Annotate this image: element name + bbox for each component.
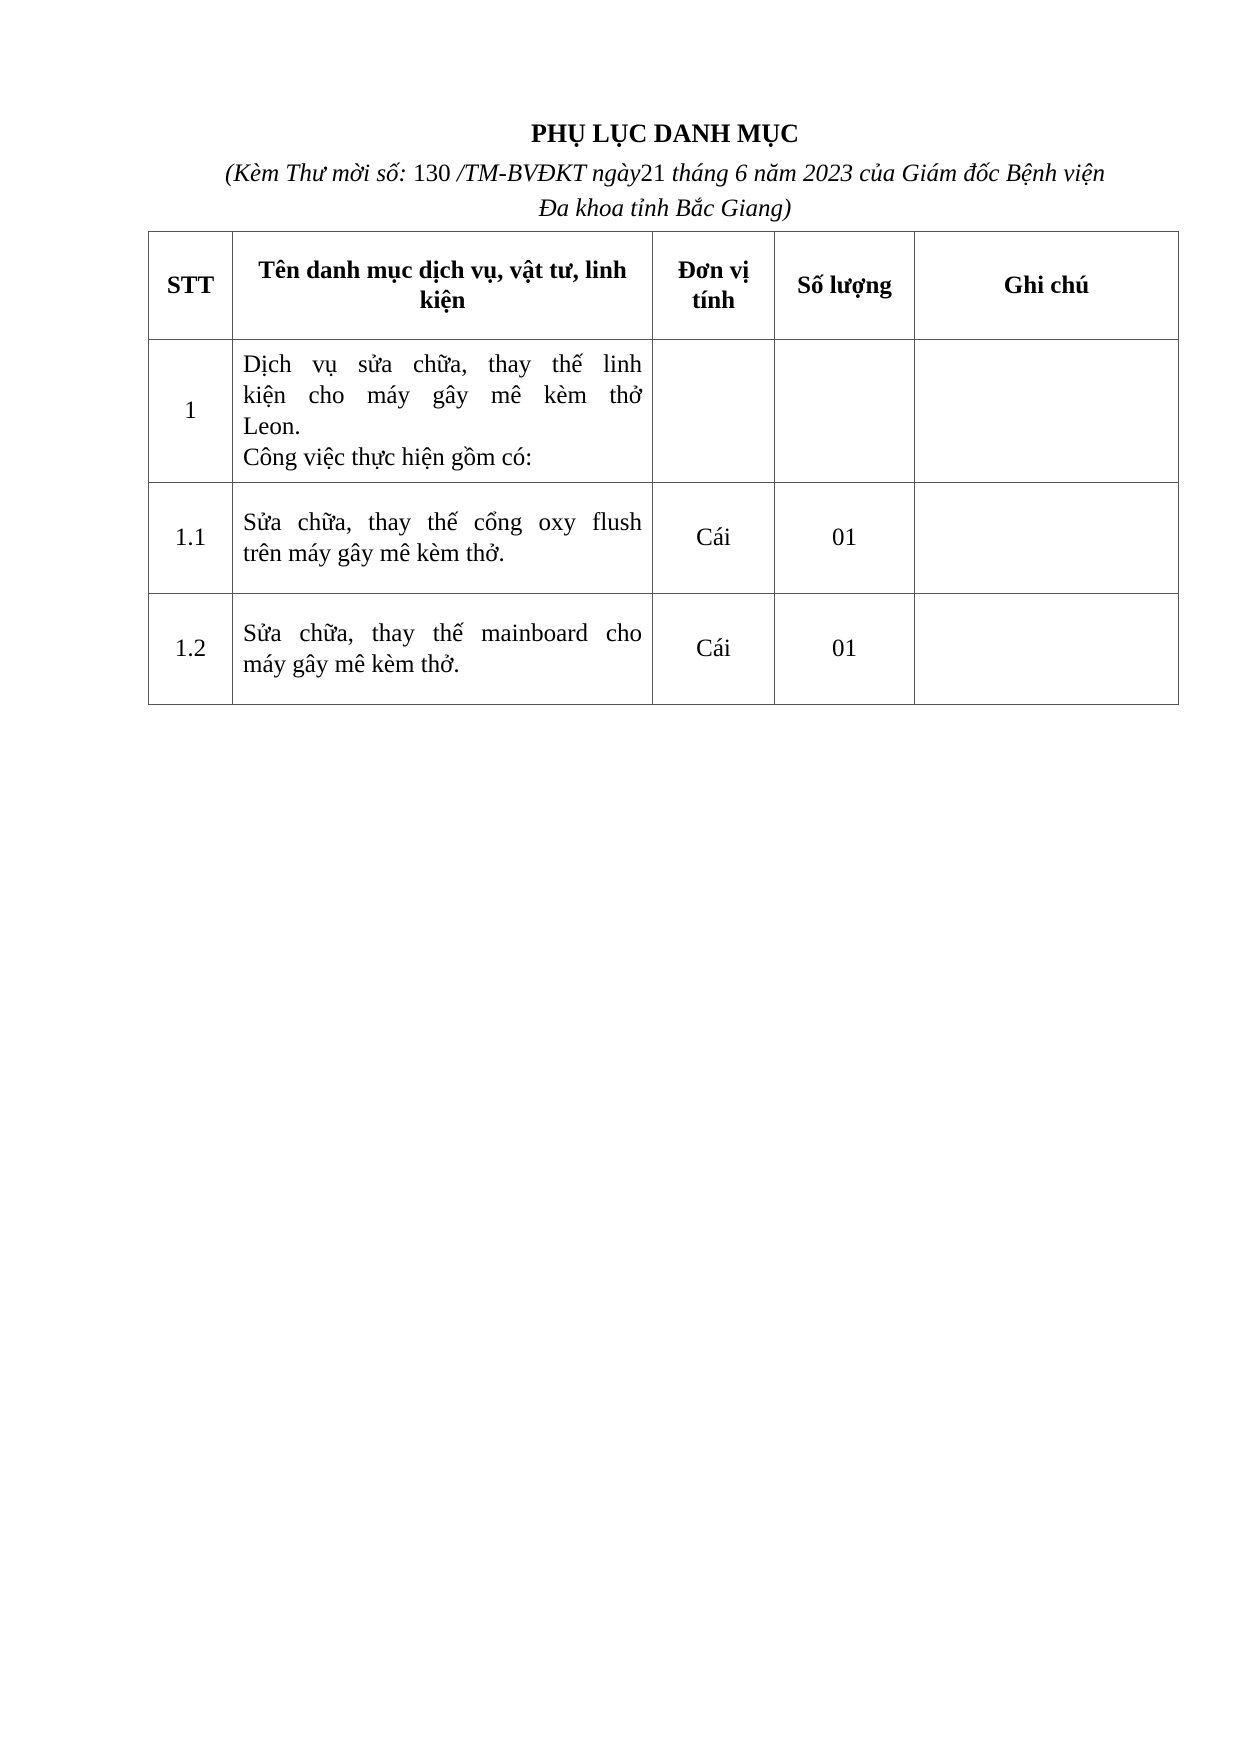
name-line: Dịch vụ sửa chữa, thay thế linh [243, 351, 642, 378]
table-row [149, 483, 1179, 594]
cell-qty [775, 340, 915, 483]
page-title: PHỤ LỤC DANH MỤC [531, 119, 799, 148]
subtitle-part3: tháng 6 năm 2023 của Giám đốc Bệnh viện [665, 160, 1105, 187]
header-note: Ghi chú [915, 232, 1179, 340]
cell-stt: 1.1 [149, 483, 233, 594]
cell-note [915, 594, 1179, 705]
cell-unit [653, 340, 775, 483]
cell-note [915, 483, 1179, 594]
cell-name [233, 594, 653, 705]
header-name: Tên danh mục dịch vụ, vật tư, linh kiện [233, 232, 653, 340]
cell-qty: 01 [775, 483, 915, 594]
name-line: Leon. [243, 413, 301, 440]
header-stt: STT [149, 232, 233, 340]
header-qty: Số lượng [775, 232, 915, 340]
header-unit: Đơn vị tính [653, 232, 775, 340]
catalog-table [148, 231, 1179, 705]
cell-unit: Cái [653, 483, 775, 594]
cell-stt: 1.2 [149, 594, 233, 705]
table-row [149, 340, 1179, 483]
name-line: máy gây mê kèm thở. [243, 651, 460, 678]
name-line: Sửa chữa, thay thế cổng oxy flush [243, 509, 642, 536]
name-line: kiện cho máy gây mê kèm thở [243, 382, 642, 409]
name-line: Sửa chữa, thay thế mainboard cho [243, 620, 642, 647]
name-line: trên máy gây mê kèm thở. [243, 540, 505, 567]
table-row [149, 594, 1179, 705]
cell-note [915, 340, 1179, 483]
cell-unit: Cái [653, 594, 775, 705]
cell-name [233, 483, 653, 594]
cell-stt: 1 [149, 340, 233, 483]
cell-qty: 01 [775, 594, 915, 705]
name-line: Công việc thực hiện gồm có: [243, 444, 533, 471]
subtitle-part1: (Kèm Thư mời số: [225, 160, 414, 187]
table-header-row [149, 232, 1179, 340]
cell-name [233, 340, 653, 483]
letter-number: 130 [413, 160, 451, 187]
subtitle-line2: Đa khoa tỉnh Bắc Giang) [538, 195, 792, 222]
letter-day: 21 [640, 160, 666, 187]
subtitle-part2: /TM-BVĐKT ngày [450, 160, 641, 187]
document-subtitle [150, 156, 1180, 226]
